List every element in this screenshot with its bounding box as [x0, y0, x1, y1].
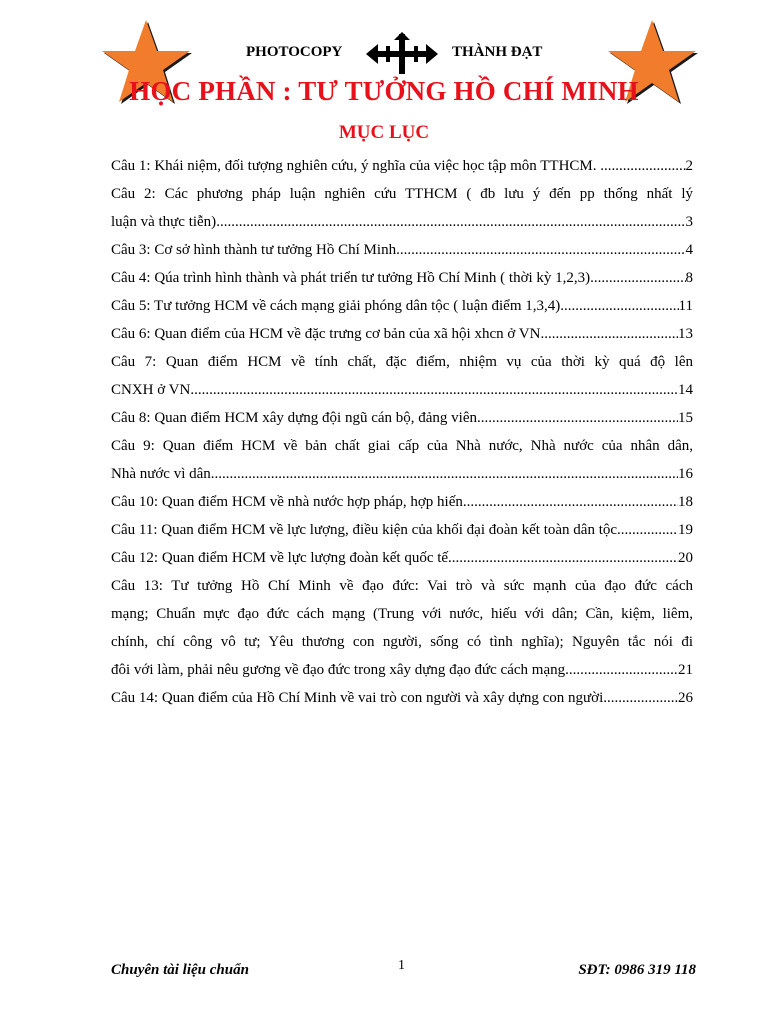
toc-entry-line	[111, 544, 693, 572]
toc-entry[interactable]	[111, 236, 693, 264]
toc-entry-line	[111, 460, 693, 488]
toc-entry[interactable]	[111, 572, 693, 684]
toc-entry-line	[111, 264, 693, 292]
footer-page-number: 1	[398, 958, 405, 973]
toc-entry-text: luận và thực tiễn)	[111, 214, 217, 230]
toc-page-number: 13	[678, 326, 693, 342]
toc-entry-text: Câu 12: Quan điểm HCM về lực lượng đoàn kết quốc tế.	[111, 550, 452, 566]
toc-entry-text: Câu 14: Quan điểm của Hồ Chí Minh về vai trò con người và xây dựng con người....	[111, 690, 619, 706]
toc-entry-line: Câu 7: Quan điểm HCM về tính chất, đặc điểm, nhiệm vụ của thời kỳ quá độ lên	[111, 354, 693, 370]
toc-entry-text: Câu 1: Khái niệm, đối tượng nghiên cứu, ý nghĩa của việc học tập môn TTHCM. .......	[111, 158, 627, 174]
toc-entry[interactable]	[111, 544, 693, 572]
toc-page-number: 11	[678, 298, 693, 314]
toc-leader-dots	[569, 656, 678, 684]
toc-entry-text: Câu 11: Quan điểm HCM về lực lượng, điều kiện của khối đại đoàn kết toàn dân tộc.	[111, 522, 621, 538]
header-right-text: THÀNH ĐẠT	[452, 44, 543, 60]
footer-phone: SĐT: 0986 319 118	[578, 962, 696, 978]
table-of-contents	[111, 152, 693, 712]
toc-page-number: 8	[685, 270, 693, 286]
toc-entry-line	[111, 656, 693, 684]
toc-entry-line	[111, 376, 693, 404]
toc-entry-line	[111, 236, 693, 264]
toc-leader-dots	[216, 208, 685, 236]
toc-entry[interactable]	[111, 152, 693, 180]
toc-page-number: 26	[678, 690, 693, 706]
toc-page-number: 14	[678, 382, 693, 398]
toc-page-number: 3	[685, 214, 693, 230]
toc-entry-line	[111, 152, 693, 180]
toc-entry[interactable]	[111, 264, 693, 292]
toc-entry-line: Câu 9: Quan điểm HCM về bản chất giai cấp của Nhà nước, Nhà nước của nhân dân,	[111, 438, 693, 454]
cross-arrows-icon	[366, 32, 438, 76]
toc-leader-dots	[544, 320, 678, 348]
toc-entry-text: Câu 4: Qúa trình hình thành và phát triển tư tưởng Hồ Chí Minh ( thời kỳ 1,2,3)	[111, 270, 591, 286]
page-title: HỌC PHẦN : TƯ TƯỞNG HỒ CHÍ MINH	[129, 76, 639, 106]
toc-leader-dots	[452, 544, 678, 572]
toc-page-number: 2	[685, 158, 693, 174]
toc-entry-line	[111, 488, 693, 516]
toc-entry-text: Câu 8: Quan điểm HCM xây dựng đội ngũ cán bộ, đảng viên.	[111, 410, 481, 426]
toc-entry-line: chính, chí công vô tư; Yêu thương con người, sống có tình nghĩa); Nguyên tắc nói đi	[111, 634, 693, 650]
toc-leader-dots	[467, 488, 678, 516]
toc-entry-line: Câu 2: Các phương pháp luận nghiên cứu TTHCM ( đb lưu ý đến pp thống nhất lý	[111, 186, 693, 202]
toc-entry[interactable]	[111, 516, 693, 544]
toc-leader-dots	[590, 264, 685, 292]
toc-entry-text: đôi với làm, phải nêu gương về đạo đức trong xây dựng đạo đức cách mạng.	[111, 662, 569, 678]
footer	[111, 958, 696, 984]
toc-page-number: 19	[678, 522, 693, 538]
toc-entry[interactable]	[111, 488, 693, 516]
toc-entry[interactable]	[111, 180, 693, 236]
toc-page-number: 4	[685, 242, 693, 258]
footer-slogan: Chuyên tài liệu chuẩn	[111, 962, 249, 978]
toc-entry-line: Câu 13: Tư tưởng Hồ Chí Minh về đạo đức: Vai trò và sức mạnh của đạo đức cách	[111, 578, 693, 594]
toc-entry-text: Câu 3: Cơ sở hình thành tư tưởng Hồ Chí Minh	[111, 242, 397, 258]
header-left-text: PHOTOCOPY	[246, 44, 343, 60]
toc-entry[interactable]	[111, 292, 693, 320]
toc-leader-dots	[194, 376, 678, 404]
toc-leader-dots	[621, 516, 678, 544]
toc-entry-text: Câu 5: Tư tưởng HCM về cách mạng giải phóng dân tộc ( luận điểm 1,3,4)	[111, 298, 561, 314]
toc-entry-line	[111, 516, 693, 544]
toc-entry[interactable]	[111, 320, 693, 348]
toc-entry-line	[111, 404, 693, 432]
toc-entry[interactable]	[111, 684, 693, 712]
toc-page-number: 21	[678, 662, 693, 678]
toc-entry-line	[111, 292, 693, 320]
toc-entry[interactable]	[111, 432, 693, 488]
toc-page-number: 16	[678, 466, 693, 482]
toc-entry[interactable]	[111, 348, 693, 404]
toc-entry-text: CNXH ở VN.	[111, 382, 195, 398]
header	[0, 40, 768, 68]
toc-leader-dots	[215, 460, 678, 488]
toc-entry-text: Câu 6: Quan điểm của HCM về đặc trưng cơ bản của xã hội xhcn ở VN.	[111, 326, 545, 342]
toc-leader-dots	[627, 152, 686, 180]
toc-leader-dots	[560, 292, 678, 320]
toc-entry-text: Câu 10: Quan điểm HCM về nhà nước hợp pháp, hợp hiến.	[111, 494, 467, 510]
toc-entry-line	[111, 208, 693, 236]
toc-page-number: 20	[678, 550, 693, 566]
toc-entry-line	[111, 320, 693, 348]
toc-entry-line	[111, 684, 693, 712]
toc-leader-dots	[481, 404, 678, 432]
toc-leader-dots	[618, 684, 678, 712]
toc-entry-text: Nhà nước vì dân.	[111, 466, 215, 482]
toc-page-number: 15	[678, 410, 693, 426]
toc-heading: MỤC LỤC	[338, 122, 430, 143]
toc-entry[interactable]	[111, 404, 693, 432]
toc-page-number: 18	[678, 494, 693, 510]
toc-leader-dots	[396, 236, 685, 264]
toc-entry-line: mạng; Chuẩn mực đạo đức cách mạng (Trung với nước, hiếu với dân; Cần, kiệm, liêm,	[111, 606, 693, 622]
